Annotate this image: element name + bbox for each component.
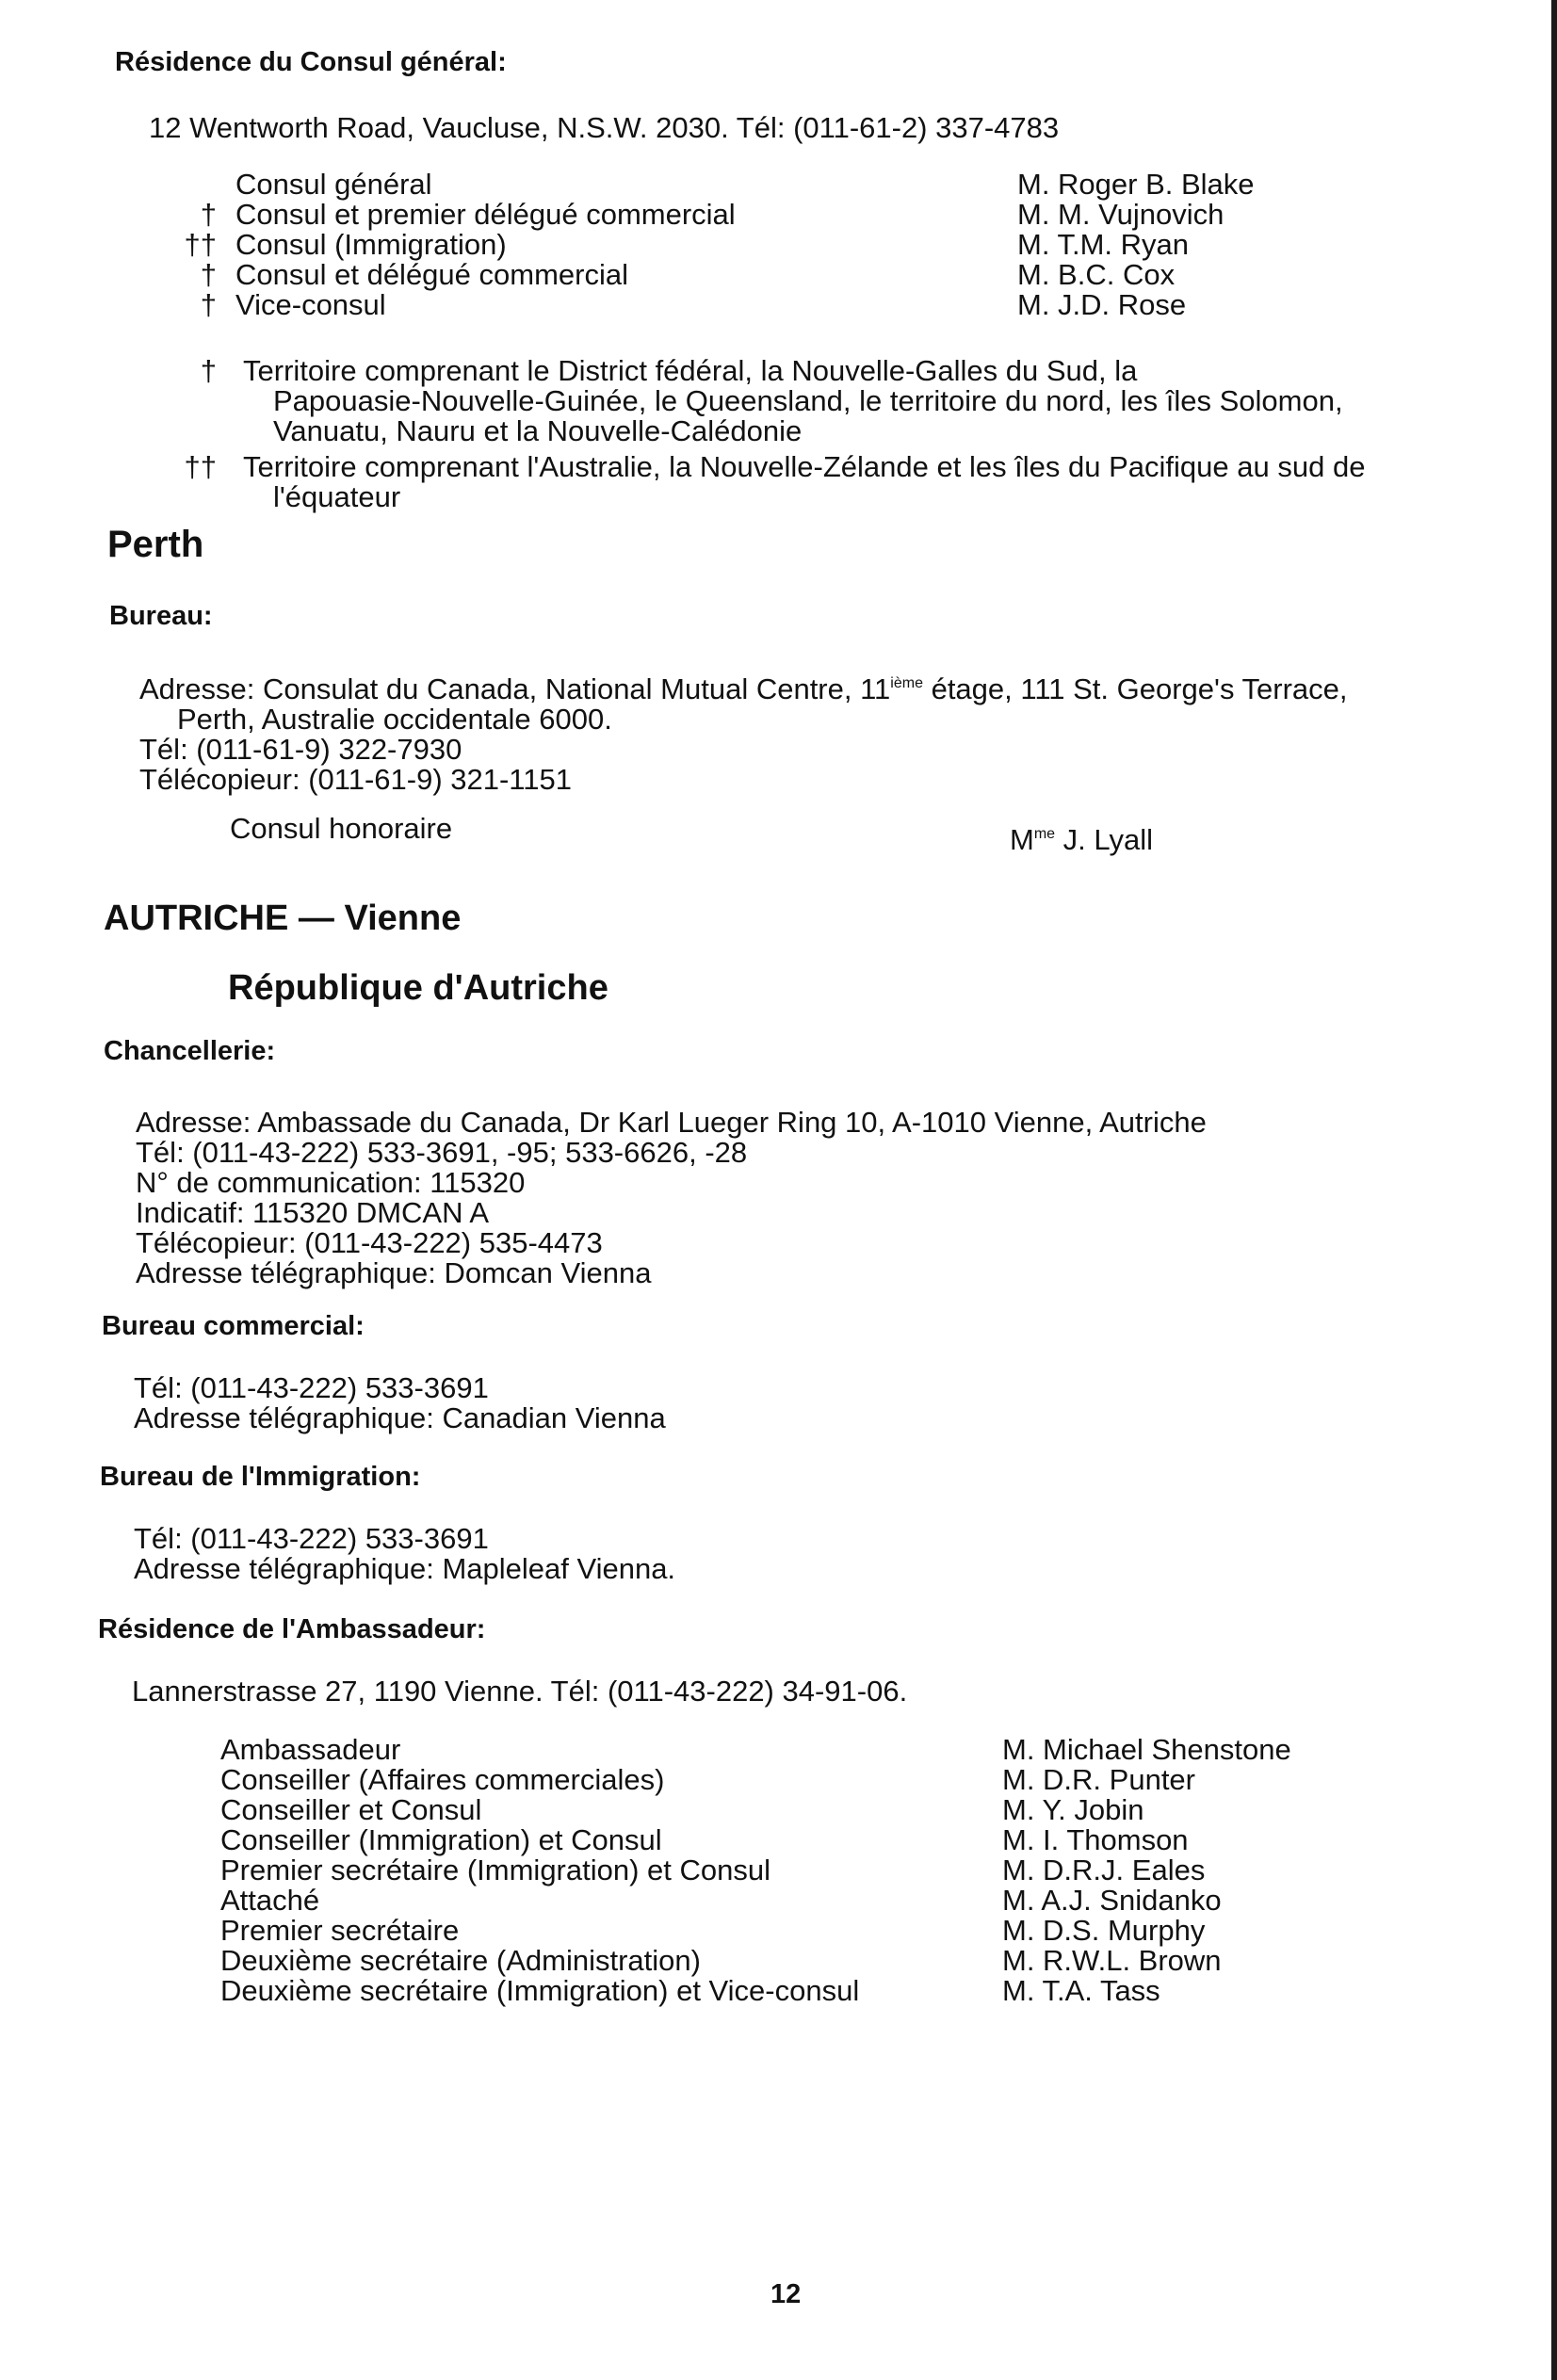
- footnote-line: Papouasie-Nouvelle-Guinée, le Queensland, le territoire du nord, les îles Solomon,: [273, 384, 1343, 417]
- perth-staff-title: Consul honoraire: [230, 812, 453, 845]
- perth-tel: Tél: (011-61-9) 322-7930: [139, 733, 462, 766]
- staff-name: M. T.A. Tass: [1002, 1974, 1160, 2007]
- staff-name: M. D.R.J. Eales: [1002, 1854, 1206, 1886]
- immigration-heading: Bureau de l'Immigration:: [100, 1462, 421, 1492]
- footnote-mark: ††: [184, 450, 217, 483]
- staff-title: Ambassadeur: [220, 1733, 401, 1766]
- chancellerie-line: N° de communication: 115320: [136, 1166, 526, 1199]
- staff-title: Vice-consul: [235, 288, 386, 321]
- staff-title: Consul et premier délégué commercial: [235, 198, 736, 231]
- staff-title: Conseiller (Immigration) et Consul: [220, 1823, 662, 1856]
- perth-address-line: Adresse: Consulat du Canada, National Mutual Centre, 11ième étage, 111 St. George's Terrace,: [139, 672, 1348, 705]
- commercial-heading: Bureau commercial:: [102, 1311, 365, 1341]
- footnotes: [160, 356, 1365, 512]
- staff-title: Consul général: [235, 168, 432, 201]
- staff-row: [220, 1946, 1351, 1976]
- chancellerie-heading: Chancellerie:: [104, 1036, 276, 1066]
- republic-heading: République d'Autriche: [228, 968, 608, 1008]
- staff-name: M. B.C. Cox: [1017, 258, 1176, 291]
- staff-row: [160, 290, 1338, 320]
- chancellerie-line: Adresse télégraphique: Domcan Vienna: [136, 1256, 652, 1289]
- staff-row: [160, 200, 1338, 230]
- immigration-line: Tél: (011-43-222) 533-3691: [134, 1522, 489, 1555]
- staff-name: M. M. Vujnovich: [1017, 198, 1225, 231]
- embassy-staff-list: [220, 1735, 1351, 2006]
- staff-row: [220, 1795, 1351, 1825]
- perth-address-line: Perth, Australie occidentale 6000.: [177, 703, 612, 736]
- commercial-line: Adresse télégraphique: Canadian Vienna: [134, 1401, 666, 1434]
- immigration-line: Adresse télégraphique: Mapleleaf Vienna.: [134, 1552, 676, 1585]
- staff-mark: †: [200, 288, 217, 321]
- staff-mark: [160, 170, 217, 200]
- perth-bureau-heading: Bureau:: [109, 601, 213, 631]
- staff-title: Consul (Immigration): [235, 228, 507, 261]
- staff-title: Deuxième secrétaire (Administration): [220, 1944, 701, 1977]
- perth-fax: Télécopieur: (011-61-9) 321-1151: [139, 763, 572, 796]
- staff-row: [220, 1886, 1351, 1916]
- footnote-line: Vanuatu, Nauru et la Nouvelle-Calédonie: [273, 414, 803, 447]
- staff-mark: †: [200, 258, 217, 291]
- staff-title: Attaché: [220, 1884, 320, 1917]
- immigration-block: [134, 1524, 675, 1584]
- staff-row: [220, 1825, 1351, 1855]
- chancellerie-block: [136, 1108, 1207, 1288]
- staff-row: [220, 1765, 1351, 1795]
- residence-consul-heading: Résidence du Consul général:: [115, 47, 507, 77]
- page-number: 12: [770, 2279, 802, 2309]
- consul-staff-list: [160, 170, 1338, 320]
- staff-row: [160, 260, 1338, 290]
- page-edge: [1551, 0, 1557, 2380]
- chancellerie-line: Tél: (011-43-222) 533-3691, -95; 533-6626, -28: [136, 1136, 748, 1169]
- chancellerie-line: Adresse: Ambassade du Canada, Dr Karl Lueger Ring 10, A-1010 Vienne, Autriche: [136, 1106, 1207, 1139]
- staff-row: [160, 170, 1338, 200]
- staff-name: M. J.D. Rose: [1017, 288, 1187, 321]
- perth-address-block: [139, 669, 1347, 795]
- staff-mark: †: [200, 198, 217, 231]
- footnote: [160, 452, 1365, 512]
- perth-heading: Perth: [107, 524, 204, 565]
- staff-title: Conseiller et Consul: [220, 1793, 482, 1826]
- chancellerie-line: Télécopieur: (011-43-222) 535-4473: [136, 1226, 603, 1259]
- staff-name: M. D.S. Murphy: [1002, 1914, 1206, 1947]
- commercial-line: Tél: (011-43-222) 533-3691: [134, 1371, 489, 1404]
- perth-staff-name: $M^{me}$ J. Lyall: [1010, 823, 1154, 856]
- footnote-mark: †: [200, 354, 217, 387]
- commercial-block: [134, 1373, 666, 1433]
- staff-name: M. Y. Jobin: [1002, 1793, 1144, 1826]
- footnote-line: l'équateur: [273, 480, 401, 513]
- staff-row: [220, 1976, 1351, 2006]
- staff-name: M. Roger B. Blake: [1017, 168, 1255, 201]
- footnote: [160, 356, 1365, 446]
- staff-name: M. I. Thomson: [1002, 1823, 1189, 1856]
- residence-ambassador-heading: Résidence de l'Ambassadeur:: [98, 1614, 486, 1644]
- footnote-line: Territoire comprenant l'Australie, la Nouvelle-Zélande et les îles du Pacifique au sud de: [243, 450, 1366, 483]
- footnote-line: Territoire comprenant le District fédéral, la Nouvelle-Galles du Sud, la: [243, 354, 1138, 387]
- staff-title: Deuxième secrétaire (Immigration) et Vice-consul: [220, 1974, 860, 2007]
- staff-row: [220, 1735, 1351, 1765]
- staff-name: M. T.M. Ryan: [1017, 228, 1190, 261]
- staff-title: Premier secrétaire (Immigration) et Consul: [220, 1854, 771, 1886]
- staff-title: Conseiller (Affaires commerciales): [220, 1763, 665, 1796]
- staff-row: [220, 1855, 1351, 1886]
- staff-name: M. A.J. Snidanko: [1002, 1884, 1222, 1917]
- staff-name: M. Michael Shenstone: [1002, 1733, 1291, 1766]
- staff-row: [220, 1916, 1351, 1946]
- staff-name: M. R.W.L. Brown: [1002, 1944, 1222, 1977]
- staff-row: [160, 230, 1338, 260]
- staff-mark: ††: [184, 228, 217, 261]
- staff-name: M. D.R. Punter: [1002, 1763, 1195, 1796]
- country-heading: AUTRICHE — Vienne: [104, 899, 462, 938]
- residence-ambassador-address: Lannerstrasse 27, 1190 Vienne. Tél: (011-43-222) 34-91-06.: [132, 1675, 908, 1708]
- residence-consul-address: 12 Wentworth Road, Vaucluse, N.S.W. 2030. Tél: (011-61-2) 337-4783: [149, 111, 1060, 144]
- chancellerie-line: Indicatif: 115320 DMCAN A: [136, 1196, 490, 1229]
- staff-title: Premier secrétaire: [220, 1914, 460, 1947]
- staff-title: Consul et délégué commercial: [235, 258, 628, 291]
